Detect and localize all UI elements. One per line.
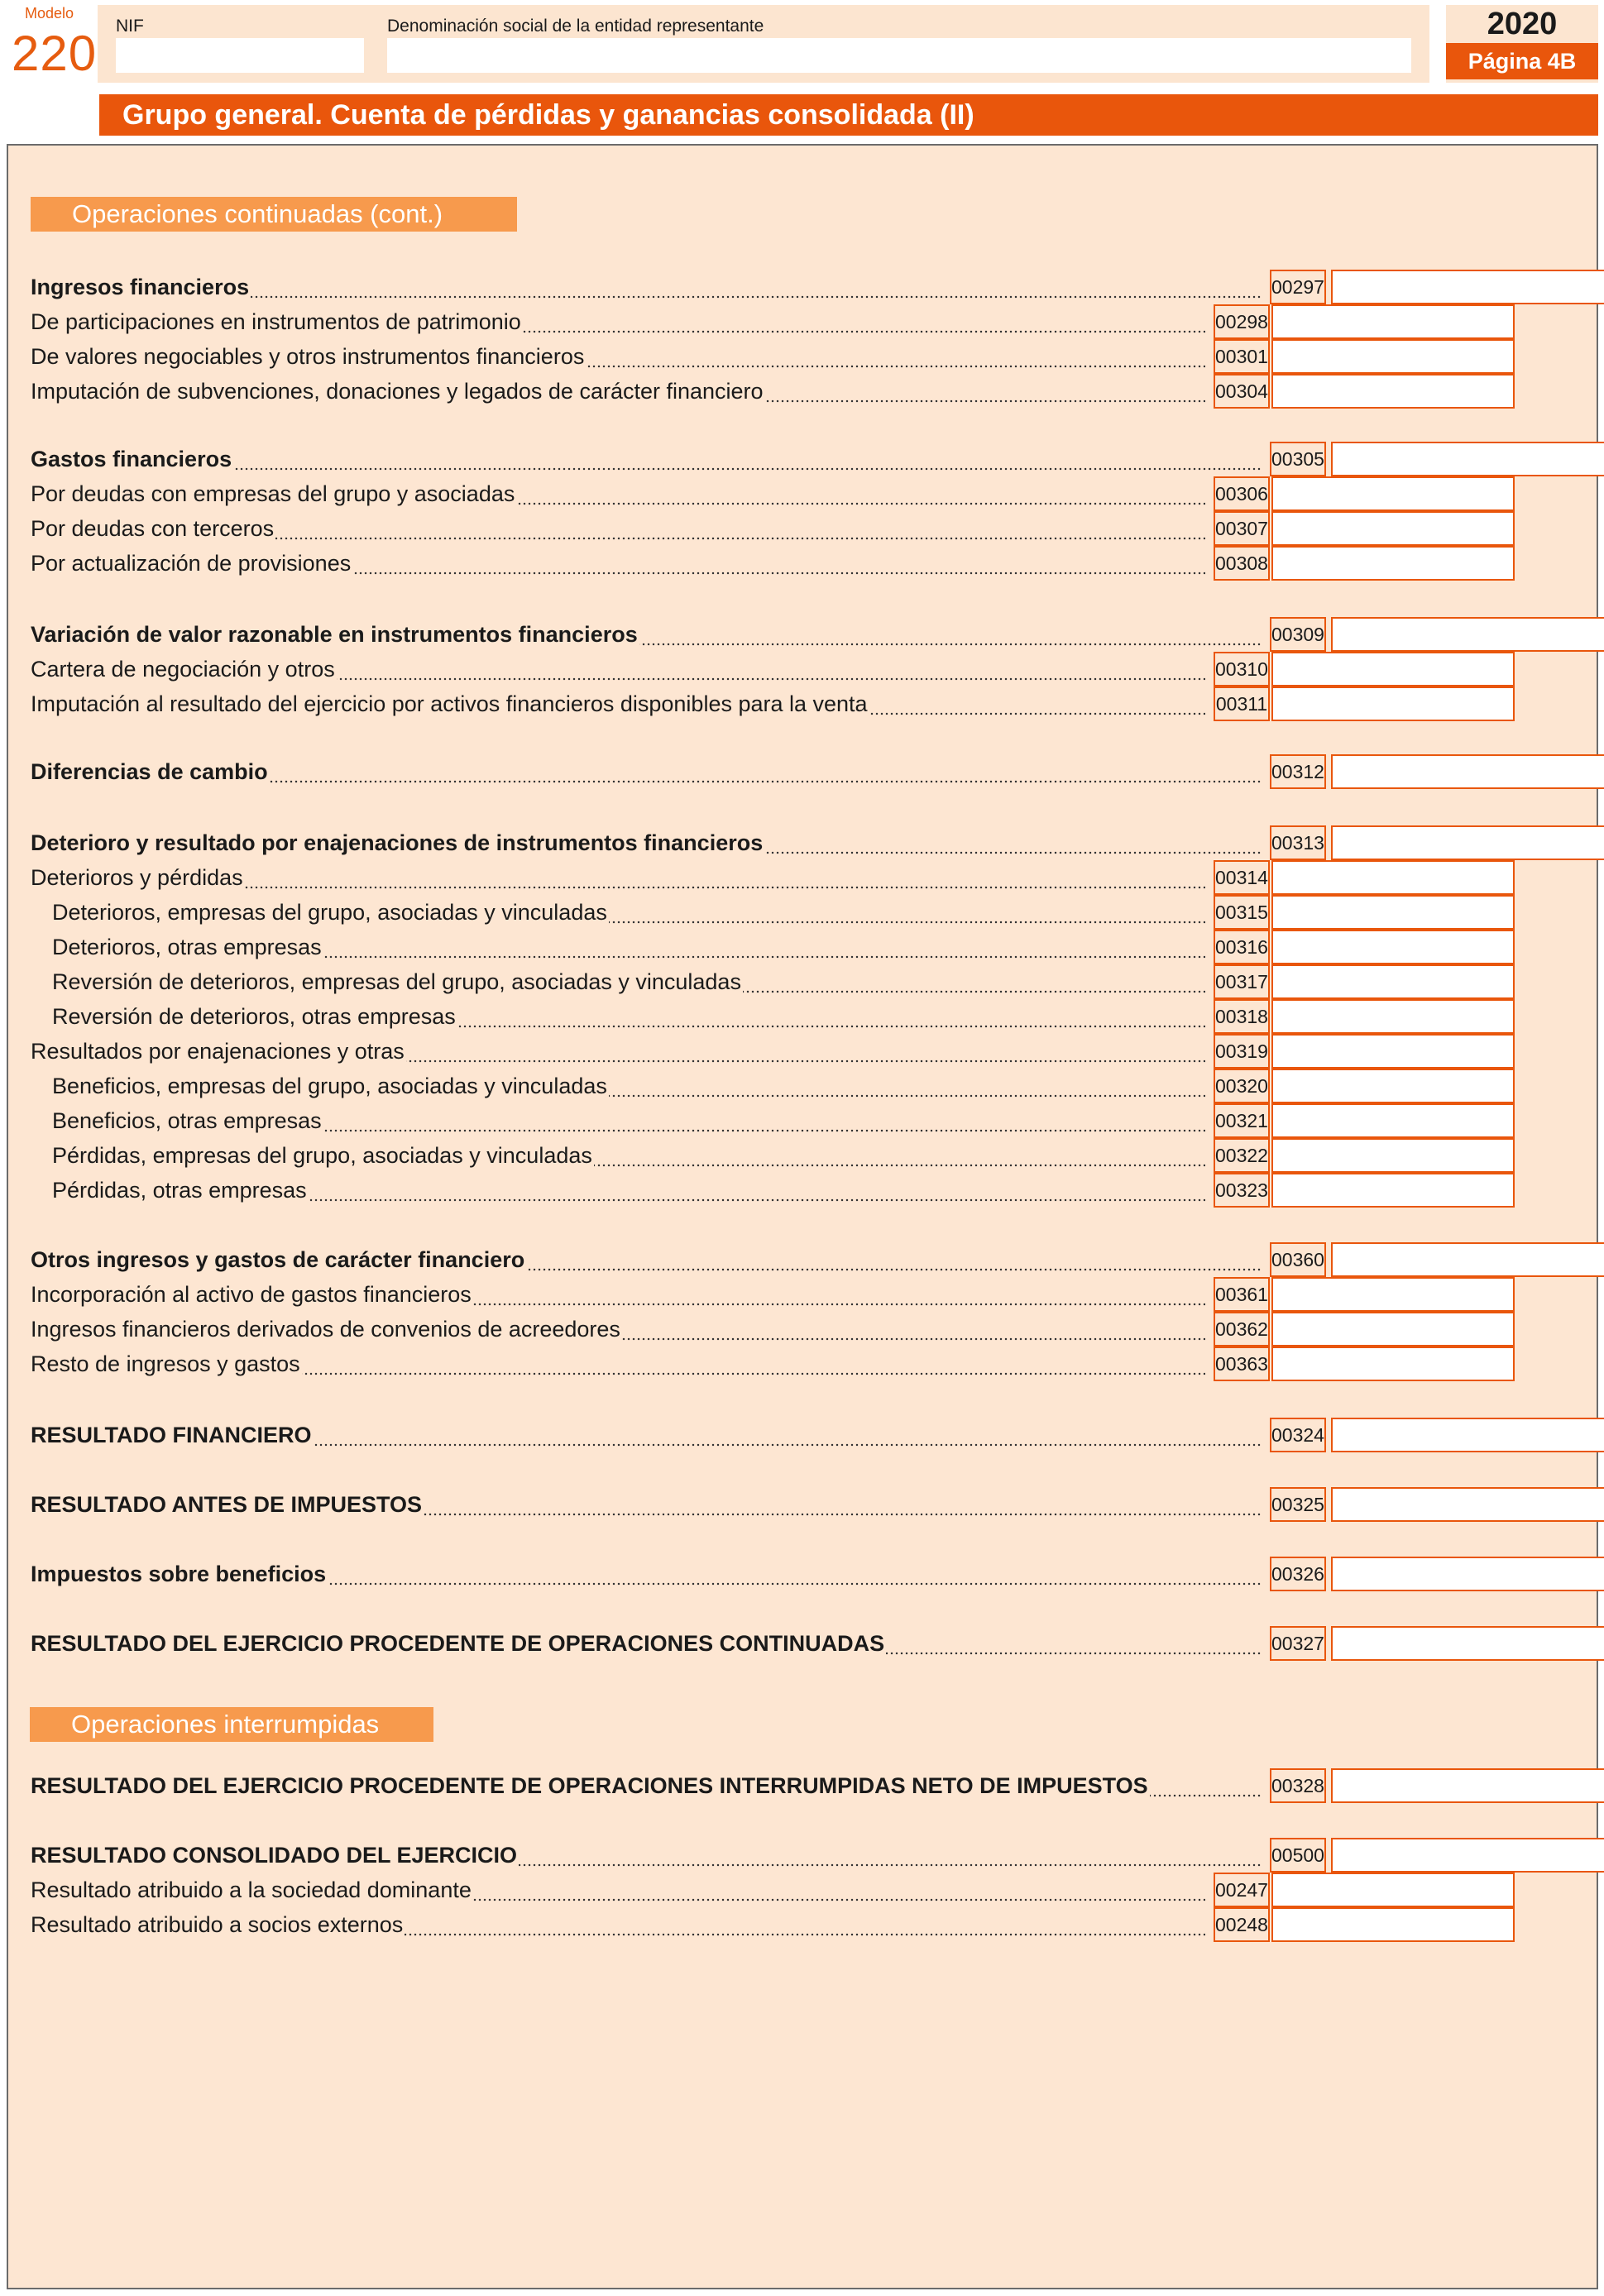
amount-field[interactable]	[1331, 1487, 1604, 1522]
page-title: Grupo general. Cuenta de pérdidas y ganancias consolidada (II)	[99, 94, 1598, 136]
row-label-text: Deterioros, empresas del grupo, asociadas y vinculadas	[31, 900, 609, 925]
row-label	[31, 617, 1262, 652]
amount-field[interactable]	[1271, 964, 1515, 999]
field-code: 00361	[1214, 1277, 1270, 1312]
field-code: 00324	[1270, 1418, 1326, 1452]
field-code: 00325	[1270, 1487, 1326, 1522]
field-code: 00297	[1270, 270, 1326, 304]
amount-field[interactable]	[1331, 1626, 1604, 1661]
row-label-text: Imputación al resultado del ejercicio por activos financieros disponibles para la venta	[31, 691, 868, 716]
row-label-text: Por actualización de provisiones	[31, 551, 352, 576]
row-label-text: Resultados por enajenaciones y otras	[31, 1039, 405, 1064]
row-label	[31, 1242, 1262, 1277]
amount-field[interactable]	[1331, 1838, 1604, 1873]
row-label	[31, 1103, 1205, 1138]
row-label	[31, 1907, 1205, 1942]
field-code: 00298	[1214, 304, 1270, 339]
amount-field[interactable]	[1271, 686, 1515, 721]
field-code: 00500	[1270, 1838, 1326, 1873]
row-label-text: Resultado atribuido a socios externos	[31, 1912, 404, 1937]
row-label-text: Resultado atribuido a la sociedad dominante	[31, 1877, 472, 1902]
field-code: 00322	[1214, 1138, 1270, 1173]
field-code: 00362	[1214, 1312, 1270, 1347]
page-badge: Página 4B	[1446, 43, 1598, 79]
row-label-text: De participaciones en instrumentos de patrimonio	[31, 309, 521, 334]
field-code: 00315	[1214, 895, 1270, 930]
row-label-text: Gastos financieros	[31, 447, 232, 471]
field-code: 00248	[1214, 1907, 1270, 1942]
row-label-text: Otros ingresos y gastos de carácter financiero	[31, 1247, 525, 1272]
amount-field[interactable]	[1331, 1242, 1604, 1277]
row-label-text: Deterioros y pérdidas	[31, 865, 243, 890]
row-label	[31, 686, 1205, 721]
row-label	[31, 1768, 1262, 1803]
amount-field[interactable]	[1271, 374, 1515, 409]
row-label	[31, 999, 1205, 1034]
field-code: 00305	[1270, 442, 1326, 476]
amount-field[interactable]	[1331, 754, 1604, 789]
nif-field[interactable]	[116, 38, 364, 73]
field-code: 00321	[1214, 1103, 1270, 1138]
field-code: 00304	[1214, 374, 1270, 409]
amount-field[interactable]	[1271, 1138, 1515, 1173]
field-code: 00313	[1270, 825, 1326, 860]
field-code: 00360	[1270, 1242, 1326, 1277]
row-label	[31, 825, 1262, 860]
amount-field[interactable]	[1271, 999, 1515, 1034]
modelo-number: 220	[12, 26, 98, 81]
row-label-text: Incorporación al activo de gastos financieros	[31, 1282, 472, 1307]
row-label-text: RESULTADO CONSOLIDADO DEL EJERCICIO	[31, 1843, 518, 1868]
field-code: 00312	[1270, 754, 1326, 789]
field-code: 00319	[1214, 1034, 1270, 1069]
amount-field[interactable]	[1271, 1069, 1515, 1103]
row-label	[31, 511, 1205, 546]
row-label-text: RESULTADO DEL EJERCICIO PROCEDENTE DE OPERACIONES CONTINUADAS	[31, 1631, 885, 1656]
nif-label: NIF	[116, 17, 144, 36]
field-code: 00311	[1214, 686, 1270, 721]
row-label	[31, 374, 1205, 409]
amount-field[interactable]	[1271, 1277, 1515, 1312]
amount-field[interactable]	[1331, 1557, 1604, 1591]
amount-field[interactable]	[1331, 1418, 1604, 1452]
field-code: 00306	[1214, 476, 1270, 511]
row-label-text: Diferencias de cambio	[31, 759, 268, 784]
field-code: 00301	[1214, 339, 1270, 374]
row-label	[31, 1347, 1205, 1381]
field-code: 00363	[1214, 1347, 1270, 1381]
amount-field[interactable]	[1271, 652, 1515, 686]
amount-field[interactable]	[1331, 825, 1604, 860]
row-label	[31, 546, 1205, 581]
amount-field[interactable]	[1331, 442, 1604, 476]
row-label	[31, 1557, 1262, 1591]
row-label	[31, 1487, 1262, 1522]
row-label	[31, 476, 1205, 511]
field-code: 00314	[1214, 860, 1270, 895]
field-code: 00310	[1214, 652, 1270, 686]
row-label	[31, 1277, 1205, 1312]
row-label-text: Ingresos financieros derivados de convenios de acreedores	[31, 1317, 620, 1342]
row-label	[31, 754, 1262, 789]
amount-field[interactable]	[1271, 1873, 1515, 1907]
denominacion-field[interactable]	[387, 38, 1411, 73]
field-code: 00317	[1214, 964, 1270, 999]
row-label	[31, 1312, 1205, 1347]
row-label-text: Reversión de deterioros, empresas del grupo, asociadas y vinculadas	[31, 969, 743, 994]
amount-field[interactable]	[1331, 270, 1604, 304]
section-operaciones-interrumpidas: Operaciones interrumpidas	[30, 1707, 433, 1742]
field-code: 00318	[1214, 999, 1270, 1034]
row-label-text: RESULTADO FINANCIERO	[31, 1423, 312, 1447]
row-label-text: Por deudas con terceros	[31, 516, 275, 541]
row-label	[31, 860, 1205, 895]
row-label-text: Beneficios, empresas del grupo, asociadas y vinculadas	[31, 1074, 609, 1098]
field-code: 00247	[1214, 1873, 1270, 1907]
amount-field[interactable]	[1271, 1907, 1515, 1942]
row-label	[31, 652, 1205, 686]
year: 2020	[1487, 7, 1558, 41]
field-code: 00309	[1270, 617, 1326, 652]
amount-field[interactable]	[1271, 304, 1515, 339]
row-label-text: Resto de ingresos y gastos	[31, 1351, 300, 1376]
row-label	[31, 442, 1262, 476]
row-label-text: Impuestos sobre beneficios	[31, 1562, 327, 1586]
amount-field[interactable]	[1271, 1034, 1515, 1069]
amount-field[interactable]	[1271, 1173, 1515, 1208]
amount-field[interactable]	[1271, 930, 1515, 964]
row-label-text: Pérdidas, empresas del grupo, asociadas y vinculadas	[31, 1143, 594, 1168]
field-code: 00327	[1270, 1626, 1326, 1661]
row-label-text: De valores negociables y otros instrumentos financieros	[31, 344, 585, 369]
row-label-text: Pérdidas, otras empresas	[31, 1178, 309, 1203]
row-label	[31, 339, 1205, 374]
field-code: 00326	[1270, 1557, 1326, 1591]
field-code: 00316	[1214, 930, 1270, 964]
amount-field[interactable]	[1271, 860, 1515, 895]
field-code: 00308	[1214, 546, 1270, 581]
row-label	[31, 1069, 1205, 1103]
row-label-text: Imputación de subvenciones, donaciones y legados de carácter financiero	[31, 379, 764, 404]
row-label	[31, 1034, 1205, 1069]
amount-field[interactable]	[1271, 1312, 1515, 1347]
amount-field[interactable]	[1271, 339, 1515, 374]
amount-field[interactable]	[1271, 546, 1515, 581]
field-code: 00320	[1214, 1069, 1270, 1103]
row-label-text: Reversión de deterioros, otras empresas	[31, 1004, 457, 1029]
amount-field[interactable]	[1271, 476, 1515, 511]
row-label	[31, 964, 1205, 999]
amount-field[interactable]	[1271, 1103, 1515, 1138]
row-label	[31, 930, 1205, 964]
row-label	[31, 1418, 1262, 1452]
amount-field[interactable]	[1331, 617, 1604, 652]
row-label	[31, 304, 1205, 339]
row-label	[31, 1173, 1205, 1208]
field-code: 00323	[1214, 1173, 1270, 1208]
row-label-text: Cartera de negociación y otros	[31, 657, 335, 682]
amount-field[interactable]	[1271, 511, 1515, 546]
row-label	[31, 1873, 1205, 1907]
row-label-text: RESULTADO DEL EJERCICIO PROCEDENTE DE OPERACIONES INTERRUMPIDAS NETO DE IMPUESTOS	[31, 1773, 1148, 1798]
row-label	[31, 895, 1205, 930]
amount-field[interactable]	[1331, 1768, 1604, 1803]
modelo-label: Modelo	[25, 5, 74, 22]
row-label	[31, 270, 1262, 304]
amount-field[interactable]	[1271, 1347, 1515, 1381]
row-label-text: Por deudas con empresas del grupo y asociadas	[31, 481, 515, 506]
row-label-text: Ingresos financieros	[31, 275, 250, 299]
field-code: 00307	[1214, 511, 1270, 546]
row-label-text: Beneficios, otras empresas	[31, 1108, 323, 1133]
row-label-text: Deterioros, otras empresas	[31, 935, 323, 959]
row-label	[31, 1626, 1262, 1661]
row-label	[31, 1838, 1262, 1873]
row-label-text: RESULTADO ANTES DE IMPUESTOS	[31, 1492, 423, 1517]
row-label-text: Deterioro y resultado por enajenaciones de instrumentos financieros	[31, 830, 764, 855]
section-operaciones-continuadas: Operaciones continuadas (cont.)	[31, 197, 517, 232]
row-label	[31, 1138, 1205, 1173]
row-label-text: Variación de valor razonable en instrumentos financieros	[31, 622, 638, 647]
field-code: 00328	[1270, 1768, 1326, 1803]
amount-field[interactable]	[1271, 895, 1515, 930]
denominacion-label: Denominación social de la entidad representante	[387, 17, 764, 36]
